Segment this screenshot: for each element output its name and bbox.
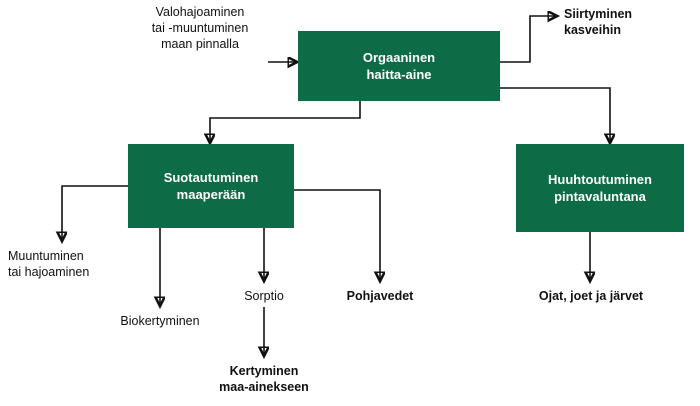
box-infiltration-line1: Suotautuminen [163, 170, 259, 185]
box-runoff [516, 144, 684, 232]
box-source [298, 31, 500, 101]
box-infiltration [128, 144, 294, 228]
label-groundwater [330, 288, 430, 304]
label-waters-line1: Ojat, joet ja järvet [538, 289, 644, 303]
label-soil-accumulation [196, 363, 332, 395]
label-plant-uptake-line2: kasveihin [564, 23, 621, 37]
box-source-line2: haitta-aine [366, 67, 432, 82]
line-infiltration [210, 101, 360, 142]
label-sorption [214, 288, 314, 304]
line-transformation [62, 186, 130, 240]
label-transformation-line2: tai hajoaminen [8, 265, 90, 279]
label-bioaccumulation [100, 313, 220, 329]
label-photodegradation-line3: maan pinnalla [161, 37, 239, 51]
line-runoff [500, 88, 610, 142]
label-plant-uptake-line1: Siirtyminen [564, 7, 633, 21]
label-transformation-line1: Muuntuminen [8, 249, 84, 263]
label-bioaccumulation-line1: Biokertyminen [120, 314, 200, 328]
line-plant-uptake [500, 16, 556, 62]
label-transformation [8, 248, 124, 280]
label-groundwater-line1: Pohjavedet [346, 289, 414, 303]
label-soil-accumulation-line1: Kertyminen [229, 364, 299, 378]
box-runoff-line1: Huuhtoutuminen [548, 172, 652, 187]
box-infiltration-line2: maaperään [176, 187, 246, 202]
label-sorption-line1: Sorptio [244, 289, 284, 303]
label-waters [508, 288, 674, 304]
label-photodegradation [130, 4, 270, 52]
box-source-line1: Orgaaninen [362, 50, 436, 65]
label-plant-uptake [564, 6, 694, 38]
box-runoff-line2: pintavaluntana [554, 189, 646, 204]
line-groundwater [292, 190, 380, 280]
label-soil-accumulation-line2: maa-ainekseen [219, 380, 309, 394]
label-photodegradation-line1: Valohajoaminen [155, 5, 245, 19]
label-photodegradation-line2: tai -muuntuminen [151, 21, 249, 35]
